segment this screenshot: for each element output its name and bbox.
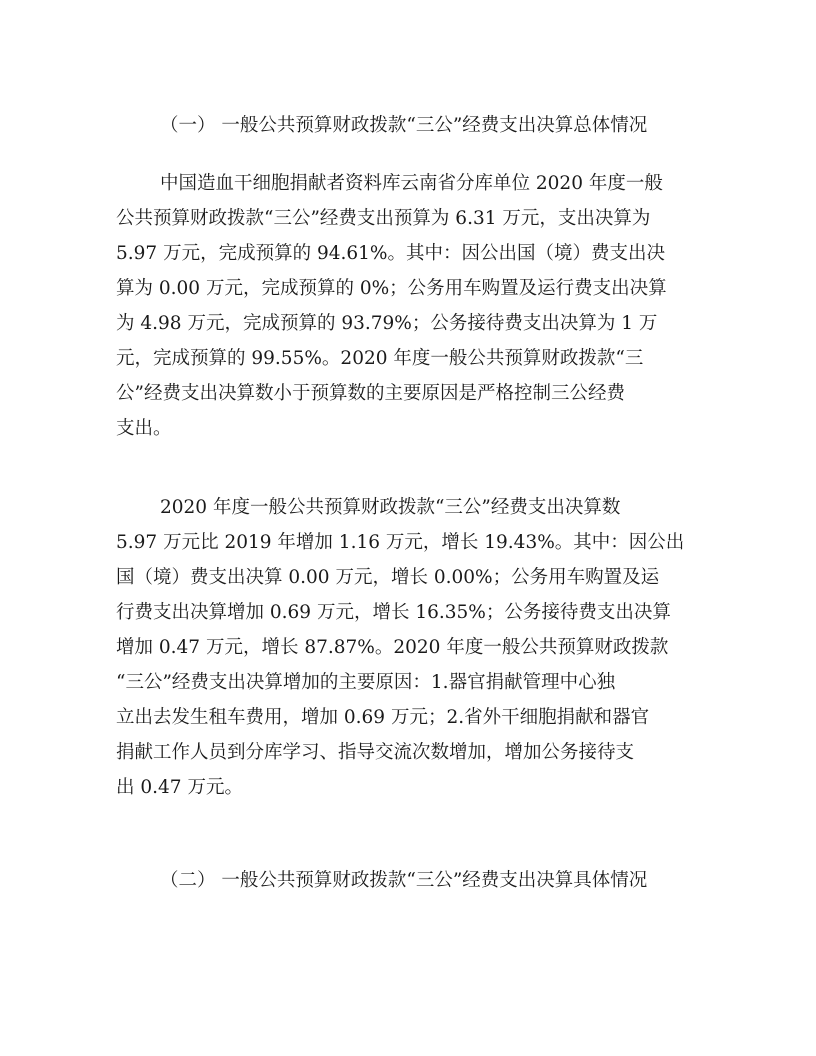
paragraph-line: 中国造血干细胞捐献者资料库云南省分库单位 2020 年度一般 xyxy=(160,173,663,194)
paragraph-line: 行费支出决算增加 0.69 万元，增长 16.35%；公务接待费支出决算 xyxy=(116,602,671,623)
paragraph-line: 出 0.47 万元。 xyxy=(116,777,243,798)
paragraph-line: 支出。 xyxy=(116,418,172,439)
paragraph-line: 增加 0.47 万元，增长 87.87%。2020 年度一般公共预算财政拨款 xyxy=(116,637,669,658)
section-heading-2: （二） 一般公共预算财政拨款“三公”经费支出决算具体情况 xyxy=(160,870,648,891)
paragraph-line: 5.97 万元，完成预算的 94.61%。其中：因公出国（境）费支出决 xyxy=(116,243,665,264)
paragraph-line: 立出去发生租车费用，增加 0.69 万元；2.省外干细胞捐献和器官 xyxy=(116,707,650,728)
paragraph-line: 算为 0.00 万元，完成预算的 0%；公务用车购置及运行费支出决算 xyxy=(116,278,667,299)
paragraph-line: 捐献工作人员到分库学习、指导交流次数增加，增加公务接待支 xyxy=(116,742,635,763)
section-heading-1: （一） 一般公共预算财政拨款“三公”经费支出决算总体情况 xyxy=(160,115,648,136)
paragraph-line: “三公”经费支出决算增加的主要原因：1.器官捐献管理中心独 xyxy=(116,672,616,693)
paragraph-line: 元，完成预算的 99.55%。2020 年度一般公共预算财政拨款“三 xyxy=(116,348,644,369)
paragraph-line: 国（境）费支出决算 0.00 万元，增长 0.00%；公务用车购置及运 xyxy=(116,567,660,588)
paragraph-line: 5.97 万元比 2019 年增加 1.16 万元，增长 19.43%。其中：因公出 xyxy=(116,532,685,553)
paragraph-line: 2020 年度一般公共预算财政拨款“三公”经费支出决算数 xyxy=(160,497,621,518)
paragraph-line: 公”经费支出决算数小于预算数的主要原因是严格控制三公经费 xyxy=(116,383,625,404)
paragraph-line: 公共预算财政拨款“三公”经费支出预算为 6.31 万元，支出决算为 xyxy=(116,208,651,229)
paragraph-line: 为 4.98 万元，完成预算的 93.79%；公务接待费支出决算为 1 万 xyxy=(116,313,658,334)
